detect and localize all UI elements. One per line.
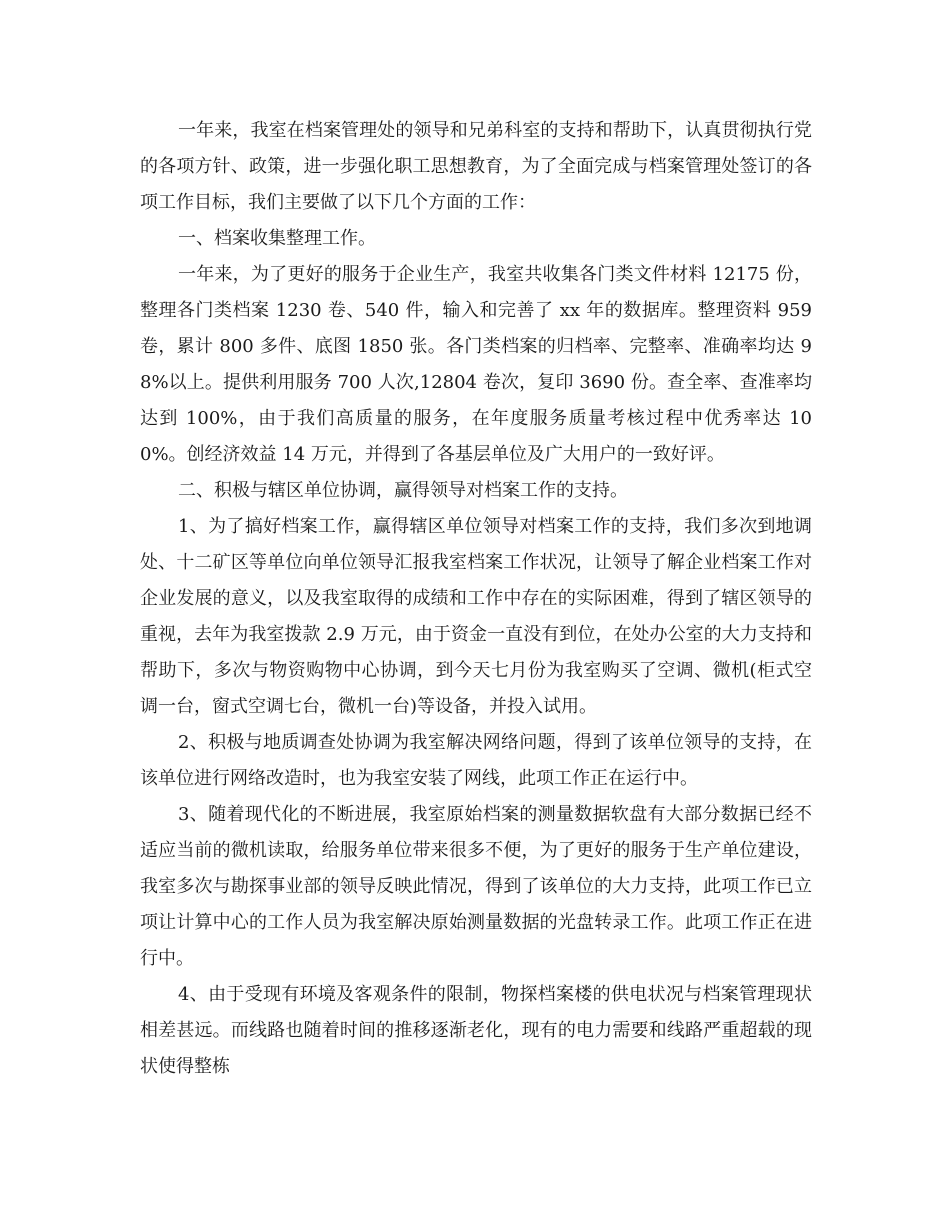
paragraph-item-2: 2、积极与地质调查处协调为我室解决网络问题，得到了该单位领导的支持，在该单位进行网络改造时，也为我室安装了网线，此项工作正在运行中。 xyxy=(140,732,812,789)
paragraph-item-3: 3、随着现代化的不断进展，我室原始档案的测量数据软盘有大部分数据已经不适应当前的微机读取，给服务单位带来很多不便，为了更好的服务于生产单位建设，我室多次与勘探事业部的领导反映此情况，得到了该单位的大力支持，此项工作已立项让计算中心的工作人员为我室解决原始测量数据的光盘转录工作。此项工作正在进行中。 xyxy=(140,804,812,969)
paragraph-intro: 一年来，我室在档案管理处的领导和兄弟科室的支持和帮助下，认真贯彻执行党的各项方针、政策，进一步强化职工思想教育，为了全面完成与档案管理处签订的各项工作目标，我们主要做了以下几个方面的工作： xyxy=(140,120,812,213)
paragraph-archive-collection: 一年来，为了更好的服务于企业生产，我室共收集各门类文件材料 12175 份，整理各门类档案 1230 卷、540 件，输入和完善了 xx 年的数据库。整理资料 959 卷，累计 800 多件、底图 1850 张。各门类档案的归档率、完整率、准确率均达 98%以上。提供利用服务 700 人次,12804 卷次，复印 3690 份。查全率、查准率均达到 100%，由于我们高质量的服务，在年度服务质量考核过程中优秀率达 100%。创经济效益 14 万元，并得到了各基层单位及广大用户的一致好评。 xyxy=(140,264,812,465)
paragraph-item-4: 4、由于受现有环境及客观条件的限制，物探档案楼的供电状况与档案管理现状相差甚远。而线路也随着时间的推移逐渐老化，现有的电力需要和线路严重超载的现状使得整栋 xyxy=(140,984,812,1077)
document-body xyxy=(140,113,812,1085)
heading-archive-collection: 一、档案收集整理工作。 xyxy=(178,228,376,249)
heading-coordination: 二、积极与辖区单位协调，赢得领导对档案工作的支持。 xyxy=(178,480,628,501)
paragraph-item-1: 1、为了搞好档案工作，赢得辖区单位领导对档案工作的支持，我们多次到地调处、十二矿区等单位向单位领导汇报我室档案工作状况，让领导了解企业档案工作对企业发展的意义，以及我室取得的成绩和工作中存在的实际困难，得到了辖区领导的重视，去年为我室拨款 2.9 万元，由于资金一直没有到位，在处办公室的大力支持和帮助下，多次与物资购物中心协调，到今天七月份为我室购买了空调、微机(柜式空调一台，窗式空调七台，微机一台)等设备，并投入试用。 xyxy=(140,516,812,717)
